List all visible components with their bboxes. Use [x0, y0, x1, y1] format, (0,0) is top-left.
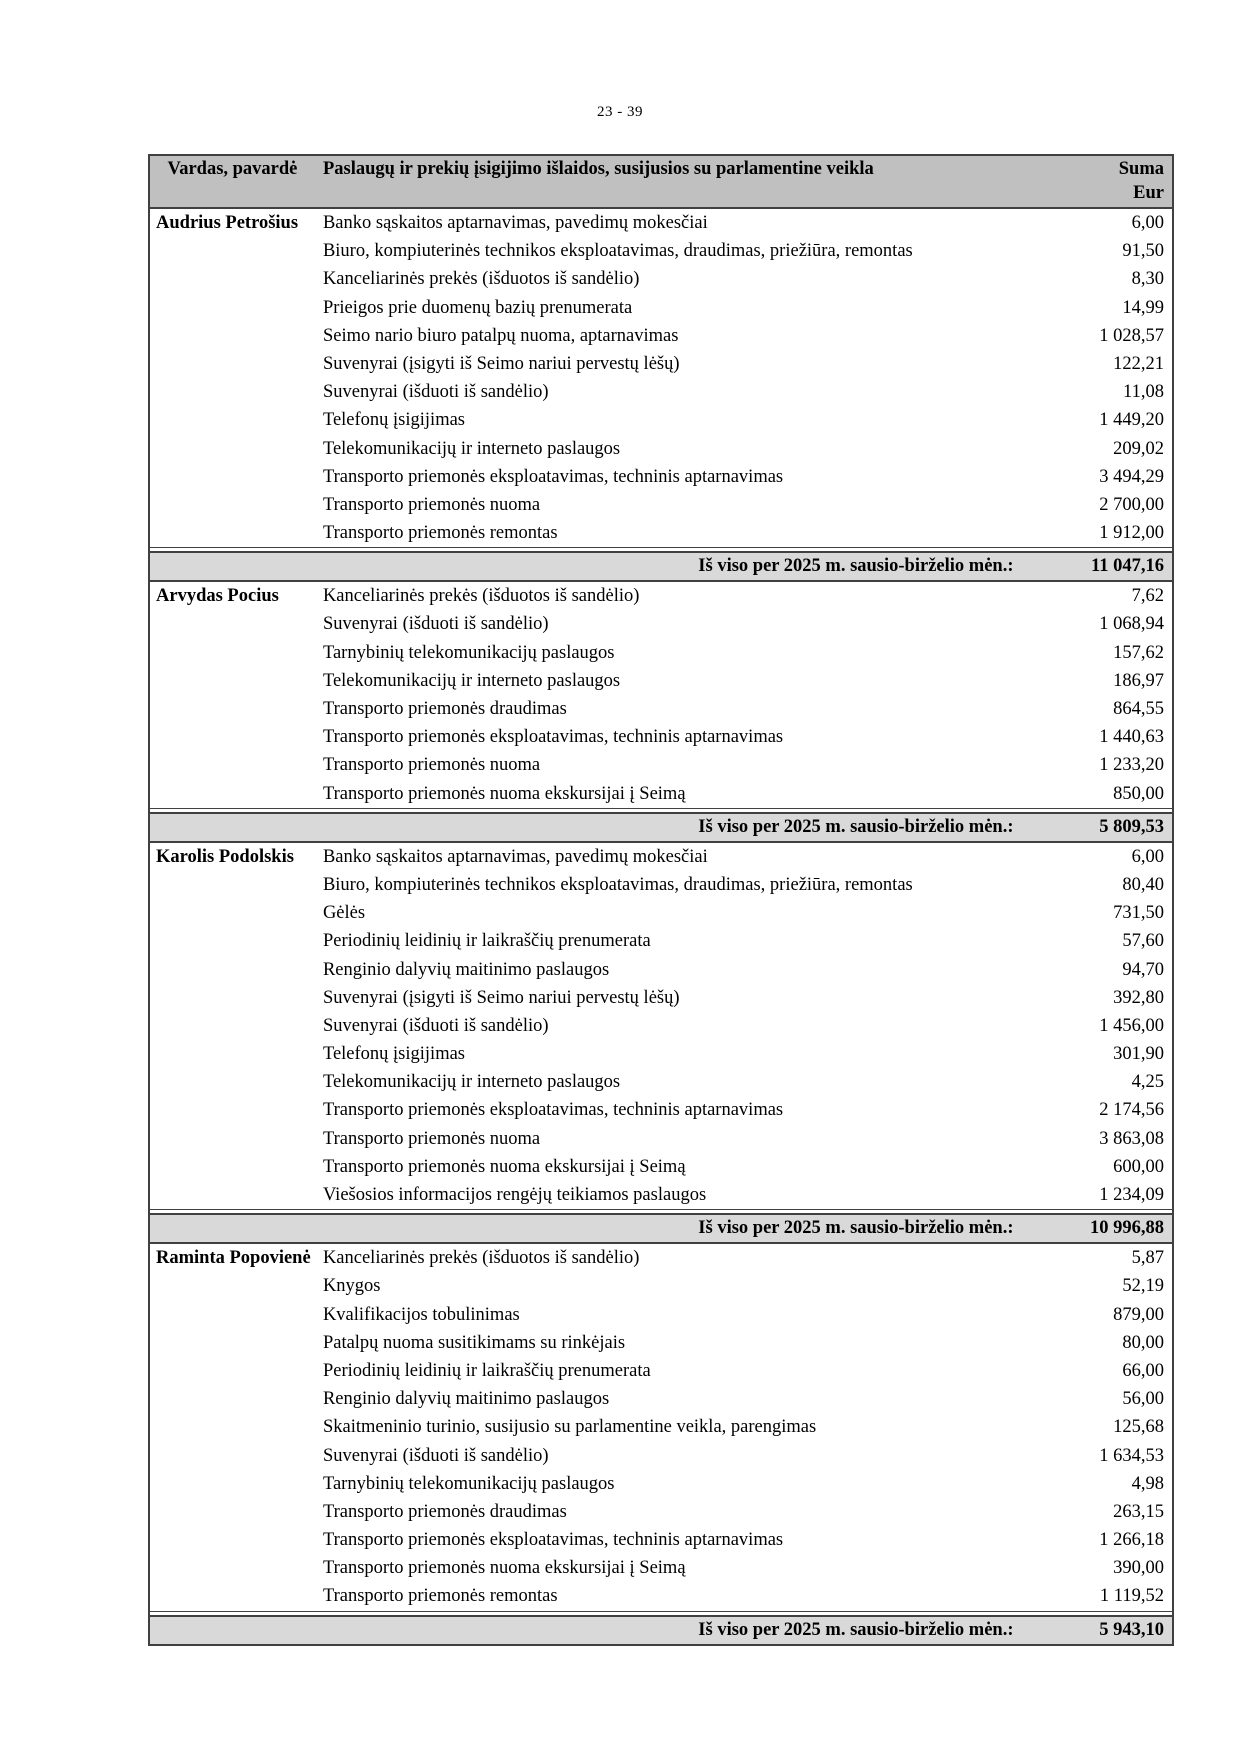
table-row — [149, 1470, 1173, 1498]
person-name — [149, 265, 315, 293]
total-label: Iš viso per 2025 m. sausio-birželio mėn.: — [149, 813, 1043, 842]
person-name: Raminta Popovienė — [149, 1243, 315, 1272]
person-name — [149, 751, 315, 779]
header-sum-label: Suma — [1118, 159, 1164, 179]
person-name — [149, 723, 315, 751]
expense-description: Kvalifikacijos tobulinimas — [322, 1304, 520, 1325]
expense-description: Transporto priemonės nuoma — [322, 1128, 541, 1149]
total-label: Iš viso per 2025 m. sausio-birželio mėn.: — [149, 1616, 1043, 1645]
header-sum-currency: Eur — [1133, 183, 1164, 203]
expense-amount: 94,70 — [1043, 956, 1173, 984]
expense-description: Patalpų nuoma susitikimams su rinkėjais — [322, 1332, 626, 1353]
table-row — [149, 1068, 1173, 1096]
expense-amount: 6,00 — [1043, 208, 1173, 237]
person-name — [149, 1329, 315, 1357]
person-name — [149, 1385, 315, 1413]
expense-description: Tarnybinių telekomunikacijų paslaugos — [322, 642, 615, 663]
expense-description: Viešosios informacijos rengėjų teikiamos paslaugos — [315, 1181, 1044, 1210]
expense-description: Renginio dalyvių maitinimo paslaugos — [322, 959, 610, 980]
table-row — [149, 723, 1173, 751]
person-name — [149, 667, 315, 695]
expense-amount: 209,02 — [1043, 435, 1173, 463]
expense-amount: 8,30 — [1043, 265, 1173, 293]
expense-description: Transporto priemonės nuoma ekskursijai į Seimą — [322, 1156, 686, 1177]
person-name — [149, 695, 315, 723]
table-row — [149, 780, 1173, 809]
expense-amount: 66,00 — [1043, 1357, 1173, 1385]
expense-amount: 2 700,00 — [1043, 491, 1173, 519]
table-header-row — [149, 155, 1173, 208]
expense-description: Renginio dalyvių maitinimo paslaugos — [322, 1389, 610, 1410]
person-name: Audrius Petrošius — [149, 208, 315, 237]
table-row — [149, 871, 1173, 899]
expense-amount: 7,62 — [1043, 581, 1173, 610]
person-name — [149, 1357, 315, 1385]
table-row — [149, 1582, 1173, 1611]
person-name — [149, 899, 315, 927]
total-amount: 5 809,53 — [1043, 813, 1173, 842]
total-amount: 10 996,88 — [1043, 1214, 1173, 1243]
table-row — [149, 695, 1173, 723]
table-row — [149, 1301, 1173, 1329]
expense-description: Periodinių leidinių ir laikraščių prenumerata — [322, 931, 651, 952]
table-row — [149, 294, 1173, 322]
person-name — [149, 1301, 315, 1329]
table-row — [149, 1498, 1173, 1526]
person-name — [149, 1442, 315, 1470]
expense-amount: 2 174,56 — [1043, 1096, 1173, 1124]
total-row — [149, 1616, 1173, 1645]
table-row — [149, 984, 1173, 1012]
expense-description: Periodinių leidinių ir laikraščių prenumerata — [322, 1360, 651, 1381]
expense-description: Transporto priemonės eksploatavimas, techninis aptarnavimas — [322, 1530, 784, 1551]
total-amount: 11 047,16 — [1043, 552, 1173, 581]
person-name — [149, 1125, 315, 1153]
table-row — [149, 265, 1173, 293]
person-name — [149, 1153, 315, 1181]
person-name — [149, 237, 315, 265]
person-name — [149, 956, 315, 984]
expense-amount: 1 233,20 — [1043, 751, 1173, 779]
person-name — [149, 984, 315, 1012]
expense-description: Seimo nario biuro patalpų nuoma, aptarnavimas — [322, 325, 679, 346]
total-row — [149, 1214, 1173, 1243]
expense-description: Knygos — [322, 1276, 381, 1297]
expense-amount: 1 634,53 — [1043, 1442, 1173, 1470]
expense-amount: 4,98 — [1043, 1470, 1173, 1498]
person-name — [149, 1272, 315, 1300]
table-row — [149, 322, 1173, 350]
table-row — [149, 1243, 1173, 1272]
table-row — [149, 1442, 1173, 1470]
person-name — [149, 1040, 315, 1068]
expense-description: Telefonų įsigijimas — [322, 1044, 465, 1065]
table-row — [149, 1357, 1173, 1385]
person-name — [149, 350, 315, 378]
expense-description: Transporto priemonės nuoma ekskursijai į Seimą — [315, 780, 1044, 809]
expense-amount: 80,00 — [1043, 1329, 1173, 1357]
expense-description: Prieigos prie duomenų bazių prenumerata — [322, 297, 633, 318]
table-row — [149, 1181, 1173, 1210]
expense-amount: 1 234,09 — [1043, 1181, 1173, 1210]
expense-description: Telekomunikacijų ir interneto paslaugos — [322, 438, 621, 459]
expense-amount: 1 440,63 — [1043, 723, 1173, 751]
total-row — [149, 813, 1173, 842]
table-row — [149, 350, 1173, 378]
table-row — [149, 1012, 1173, 1040]
expense-amount: 122,21 — [1043, 350, 1173, 378]
table-row — [149, 406, 1173, 434]
table-row — [149, 927, 1173, 955]
expense-description: Transporto priemonės eksploatavimas, techninis aptarnavimas — [322, 466, 784, 487]
expense-amount: 5,87 — [1043, 1243, 1173, 1272]
person-name — [149, 1554, 315, 1582]
person-name — [149, 927, 315, 955]
person-name — [149, 1582, 315, 1611]
person-name — [149, 435, 315, 463]
expense-description: Biuro, kompiuterinės technikos eksploatavimas, draudimas, priežiūra, remontas — [322, 874, 913, 895]
person-name — [149, 1068, 315, 1096]
expense-amount: 3 494,29 — [1043, 463, 1173, 491]
expense-amount: 125,68 — [1043, 1413, 1173, 1441]
expense-amount: 864,55 — [1043, 695, 1173, 723]
table-row — [149, 1040, 1173, 1068]
person-name — [149, 871, 315, 899]
expense-description: Transporto priemonės eksploatavimas, techninis aptarnavimas — [322, 727, 784, 748]
expense-description: Suvenyrai (išduoti iš sandėlio) — [322, 1445, 549, 1466]
total-label: Iš viso per 2025 m. sausio-birželio mėn.: — [149, 1214, 1043, 1243]
person-name — [149, 1470, 315, 1498]
expense-description: Telefonų įsigijimas — [322, 410, 465, 431]
expense-description: Transporto priemonės nuoma — [322, 494, 541, 515]
expense-description: Telekomunikacijų ir interneto paslaugos — [322, 670, 621, 691]
table-row — [149, 1526, 1173, 1554]
table-row — [149, 378, 1173, 406]
person-name — [149, 1413, 315, 1441]
expense-amount: 600,00 — [1043, 1153, 1173, 1181]
expense-amount: 879,00 — [1043, 1301, 1173, 1329]
expense-amount: 392,80 — [1043, 984, 1173, 1012]
person-name — [149, 1012, 315, 1040]
table-row — [149, 208, 1173, 237]
table-row — [149, 1125, 1173, 1153]
expense-description: Kanceliarinės prekės (išduotos iš sandėlio) — [322, 269, 640, 290]
header-description: Paslaugų ir prekių įsigijimo išlaidos, susijusios su parlamentine veikla — [315, 155, 1044, 208]
header-name: Vardas, pavardė — [149, 155, 315, 208]
person-name — [149, 1181, 315, 1210]
expense-description: Biuro, kompiuterinės technikos eksploatavimas, draudimas, priežiūra, remontas — [322, 241, 913, 262]
expense-amount: 157,62 — [1043, 639, 1173, 667]
expense-amount: 1 028,57 — [1043, 322, 1173, 350]
table-row — [149, 842, 1173, 871]
person-name — [149, 1096, 315, 1124]
person-name — [149, 463, 315, 491]
expenses-table — [148, 154, 1174, 1646]
person-name — [149, 322, 315, 350]
table-row — [149, 1413, 1173, 1441]
person-name — [149, 378, 315, 406]
person-name: Karolis Podolskis — [149, 842, 315, 871]
expense-description: Transporto priemonės eksploatavimas, techninis aptarnavimas — [322, 1100, 784, 1121]
expense-amount: 3 863,08 — [1043, 1125, 1173, 1153]
expense-amount: 390,00 — [1043, 1554, 1173, 1582]
expense-description: Telekomunikacijų ir interneto paslaugos — [322, 1072, 621, 1093]
total-label: Iš viso per 2025 m. sausio-birželio mėn.: — [149, 552, 1043, 581]
expense-amount: 186,97 — [1043, 667, 1173, 695]
table-row — [149, 1272, 1173, 1300]
table-row — [149, 581, 1173, 610]
expense-description: Suvenyrai (įsigyti iš Seimo nariui pervestų lėšų) — [322, 353, 680, 374]
expense-amount: 850,00 — [1043, 780, 1173, 809]
expense-description: Suvenyrai (išduoti iš sandėlio) — [322, 382, 549, 403]
page-number: 23 - 39 — [597, 104, 643, 120]
expense-amount: 1 456,00 — [1043, 1012, 1173, 1040]
table-body — [149, 208, 1173, 1645]
table-row — [149, 463, 1173, 491]
expense-description: Transporto priemonės draudimas — [322, 1501, 567, 1522]
expense-description: Suvenyrai (išduoti iš sandėlio) — [322, 1015, 549, 1036]
table-row — [149, 667, 1173, 695]
expense-amount: 1 119,52 — [1043, 1582, 1173, 1611]
table-row — [149, 435, 1173, 463]
expense-description: Suvenyrai (išduoti iš sandėlio) — [322, 614, 549, 635]
table-row — [149, 1385, 1173, 1413]
expense-amount: 301,90 — [1043, 1040, 1173, 1068]
person-name — [149, 610, 315, 638]
table-row — [149, 610, 1173, 638]
person-name — [149, 1498, 315, 1526]
total-row — [149, 552, 1173, 581]
person-name — [149, 294, 315, 322]
expense-amount: 1 068,94 — [1043, 610, 1173, 638]
expense-amount: 731,50 — [1043, 899, 1173, 927]
person-name — [149, 1526, 315, 1554]
table-row — [149, 1153, 1173, 1181]
expense-amount: 14,99 — [1043, 294, 1173, 322]
expense-description: Tarnybinių telekomunikacijų paslaugos — [322, 1473, 615, 1494]
total-amount: 5 943,10 — [1043, 1616, 1173, 1645]
expense-description: Transporto priemonės remontas — [315, 1582, 1044, 1611]
expense-amount: 1 266,18 — [1043, 1526, 1173, 1554]
table-row — [149, 237, 1173, 265]
person-name — [149, 639, 315, 667]
expense-amount: 11,08 — [1043, 378, 1173, 406]
table-row — [149, 1329, 1173, 1357]
expense-amount: 1 449,20 — [1043, 406, 1173, 434]
expense-description: Transporto priemonės nuoma ekskursijai į Seimą — [322, 1558, 686, 1579]
expense-description: Suvenyrai (įsigyti iš Seimo nariui pervestų lėšų) — [322, 987, 680, 1008]
expense-amount: 56,00 — [1043, 1385, 1173, 1413]
table-row — [149, 1554, 1173, 1582]
expense-amount: 52,19 — [1043, 1272, 1173, 1300]
expense-description: Transporto priemonės nuoma — [322, 755, 541, 776]
expense-amount: 80,40 — [1043, 871, 1173, 899]
expense-description: Transporto priemonės draudimas — [322, 699, 567, 719]
expense-description: Gėlės — [322, 903, 366, 924]
header-sum — [1043, 155, 1173, 208]
expense-description: Skaitmeninio turinio, susijusio su parlamentine veikla, parengimas — [322, 1417, 817, 1438]
expense-description: Banko sąskaitos aptarnavimas, pavedimų mokesčiai — [315, 208, 1044, 237]
table-row — [149, 519, 1173, 548]
expense-amount: 263,15 — [1043, 1498, 1173, 1526]
person-name — [149, 780, 315, 809]
person-name — [149, 406, 315, 434]
table-row — [149, 639, 1173, 667]
expense-description: Banko sąskaitos aptarnavimas, pavedimų mokesčiai — [315, 842, 1044, 871]
expense-description: Kanceliarinės prekės (išduotos iš sandėlio) — [315, 1243, 1044, 1272]
person-name: Arvydas Pocius — [149, 581, 315, 610]
expense-amount: 4,25 — [1043, 1068, 1173, 1096]
expense-amount: 6,00 — [1043, 842, 1173, 871]
expense-amount: 91,50 — [1043, 237, 1173, 265]
expense-amount: 57,60 — [1043, 927, 1173, 955]
table-row — [149, 956, 1173, 984]
table-row — [149, 491, 1173, 519]
expense-description: Kanceliarinės prekės (išduotos iš sandėlio) — [315, 581, 1044, 610]
expense-amount: 1 912,00 — [1043, 519, 1173, 548]
table-row — [149, 1096, 1173, 1124]
table-row — [149, 899, 1173, 927]
person-name — [149, 491, 315, 519]
person-name — [149, 519, 315, 548]
table-row — [149, 751, 1173, 779]
expense-description: Transporto priemonės remontas — [315, 519, 1044, 548]
